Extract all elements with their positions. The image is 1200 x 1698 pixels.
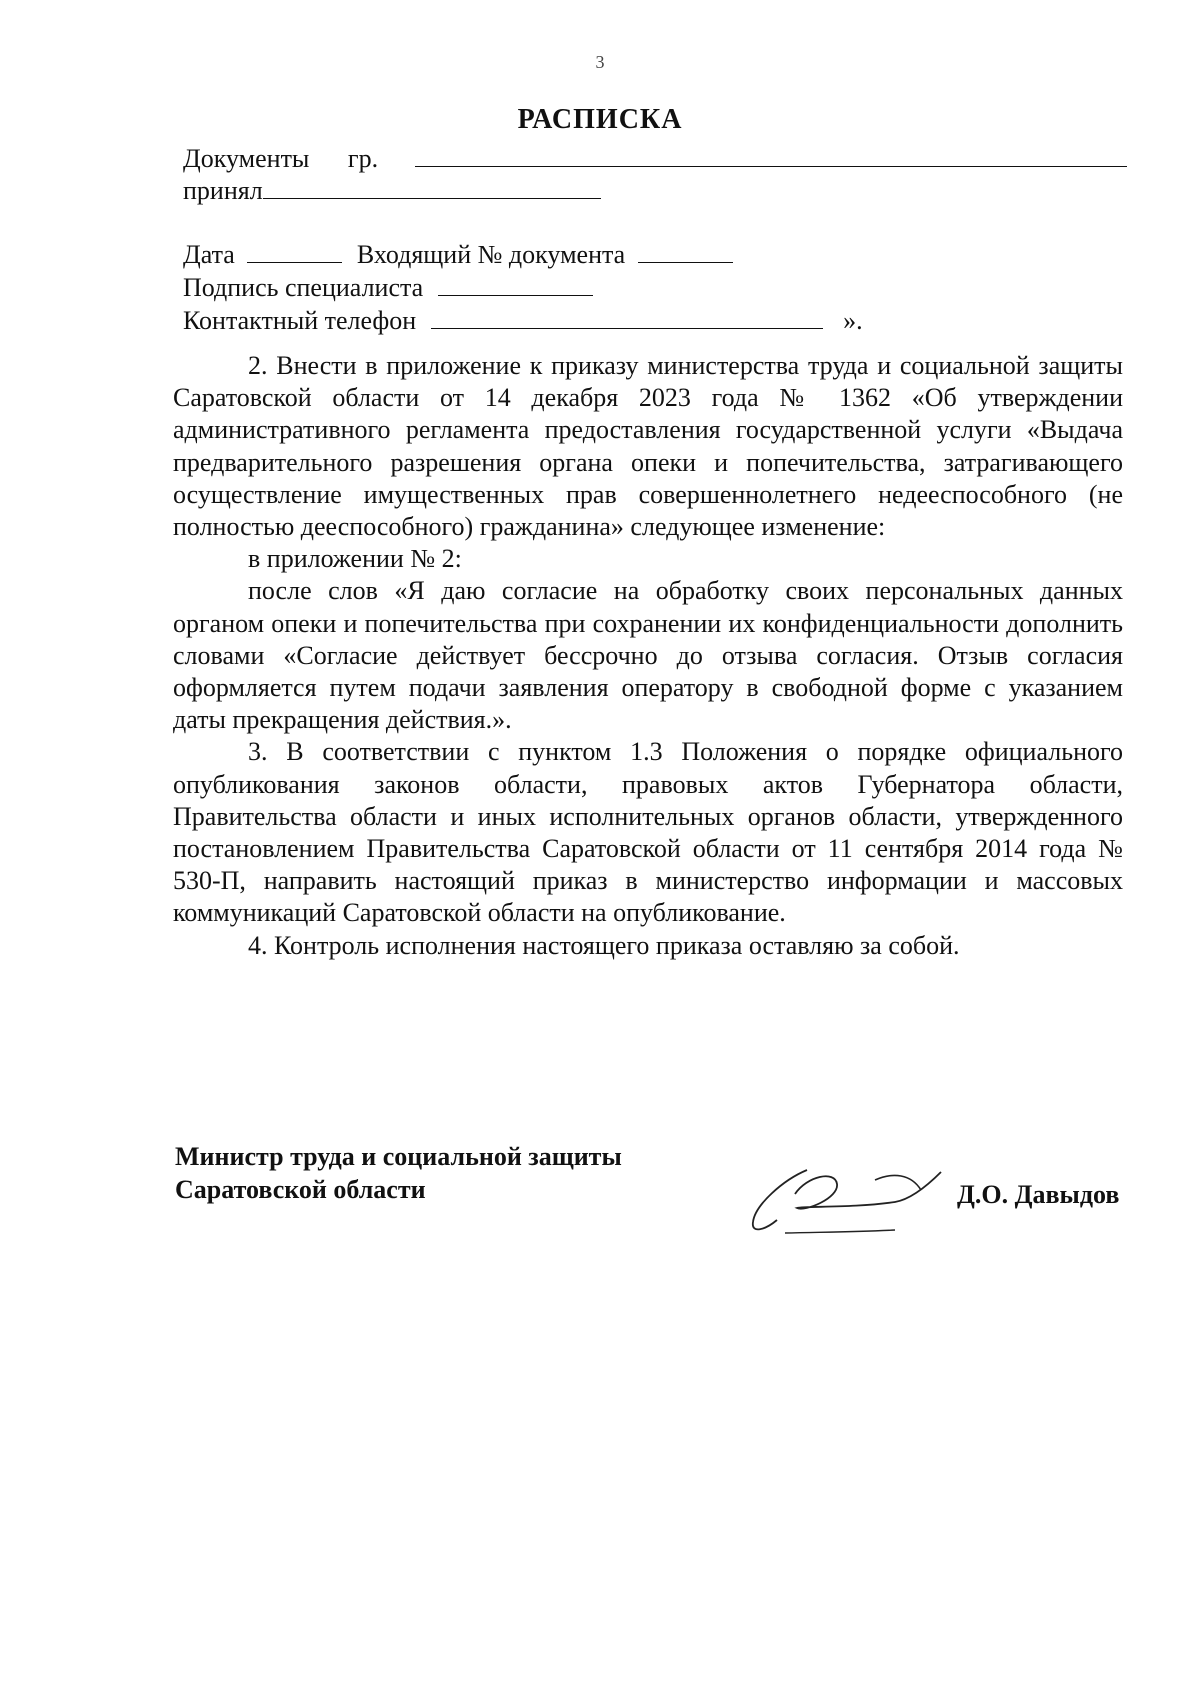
page-number: 3 [595, 52, 605, 72]
signer-name: Д.О. Давыдов [957, 1180, 1120, 1209]
signer-position-line2: Саратовской области [175, 1175, 426, 1204]
handwritten-signature [745, 1150, 955, 1245]
specialist-signature-label: Подпись специалиста [183, 273, 424, 302]
contact-phone-label: Контактный телефон [183, 306, 417, 335]
accepted-by-blank[interactable] [263, 174, 601, 199]
specialist-signature-blank[interactable] [438, 271, 593, 296]
date-label: Дата [183, 240, 235, 269]
body-text [173, 350, 1123, 962]
citizen-abbrev: гр. [347, 144, 379, 173]
paragraph-2-amendment: после слов «Я даю согласие на обработку своих персональных данных органом опеки и попечительства при сохранении их конфиденциальности дополнить словами «Согласие действует бессрочно до отзыва согласия. Отзыв согласия оформляется путем подачи заявления оператору в свободной форме с указанием даты прекращения действия.». [173, 576, 1123, 735]
accepted-line [183, 174, 601, 206]
paragraph-4: 4. Контроль исполнения настоящего приказа оставляю за собой. [248, 930, 960, 960]
incoming-number-label: Входящий № документа [356, 240, 626, 269]
accepted-label: принял [183, 176, 263, 205]
paragraph-2-appendix: в приложении № 2: [248, 544, 462, 574]
paragraph-2: 2. Внести в приложение к приказу министерства труда и социальной защиты Саратовской области от 14 декабря 2023 года № 1362 «Об утверждении административного регламента предоставления государственной услуги «Выдача предварительного разрешения органа опеки и попечительства, затрагивающего осуществление имущественных прав совершеннолетнего недееспособного (не полностью дееспособного) гражданина» следующее изменение: [173, 351, 1123, 542]
paragraph-3: 3. В соответствии с пунктом 1.3 Положения о порядке официального опубликования законов области, правовых актов Губернатора области, Правительства области и иных исполнительных органов области, утвержденного постановлением Правительства Саратовской области от 11 сентября 2014 года № 530-П, направить настоящий приказ в министерство информации и массовых коммуникаций Саратовской области на опубликование. [173, 737, 1123, 928]
documents-line [183, 142, 1127, 174]
closing-quote: ». [843, 306, 863, 335]
date-blank[interactable] [247, 238, 342, 263]
contact-phone-blank[interactable] [431, 304, 823, 329]
documents-label: Документы [183, 144, 310, 173]
incoming-number-blank[interactable] [638, 238, 733, 263]
signer-position-line1: Министр труда и социальной защиты [175, 1142, 622, 1171]
phone-line [183, 304, 863, 336]
citizen-name-blank[interactable] [415, 142, 1127, 167]
document-title: РАСПИСКА [517, 104, 683, 135]
signer-position [175, 1140, 622, 1206]
date-line [183, 238, 733, 270]
signature-line [183, 271, 593, 303]
